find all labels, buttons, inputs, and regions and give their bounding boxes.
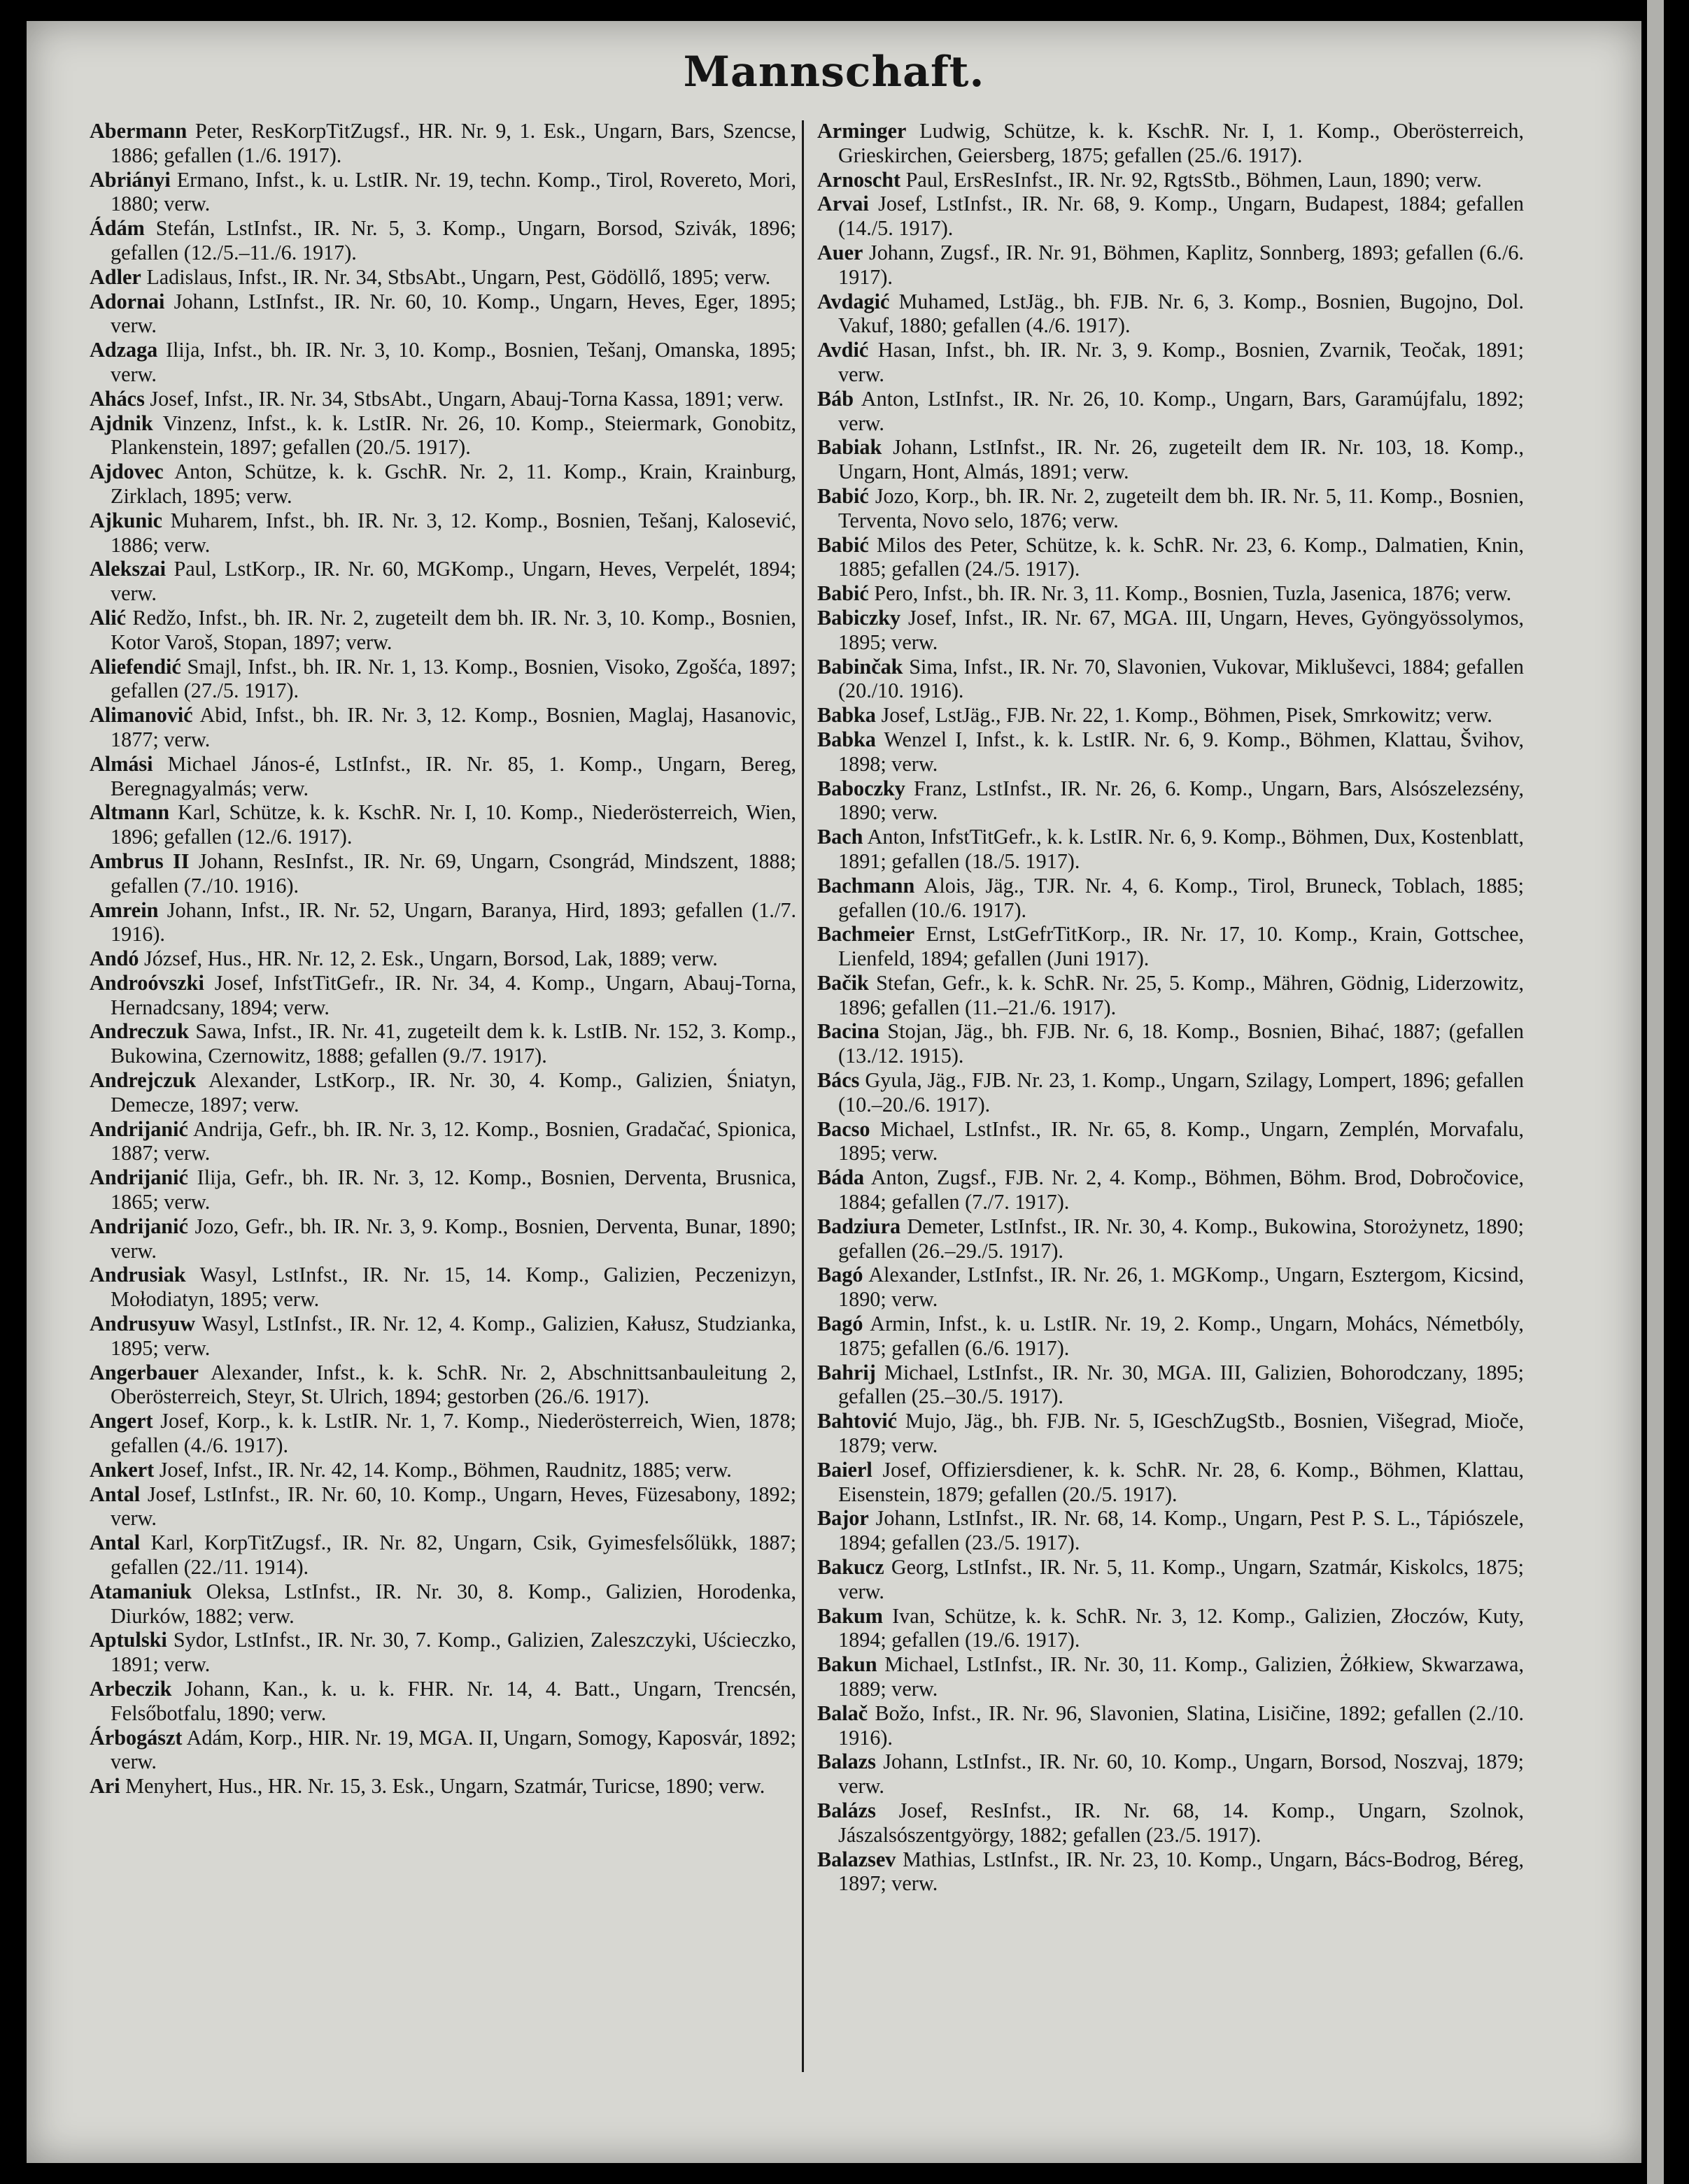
roster-entry: [90, 1677, 796, 1726]
entry-surname: Andrijanić: [90, 1116, 188, 1141]
entry-details: Ermano, Infst., k. u. LstIR. Nr. 19, techn. Komp., Tirol, Rovereto, Mori, 1880; verw.: [111, 167, 797, 216]
roster-entry: [90, 509, 796, 558]
roster-entry: [817, 1604, 1524, 1653]
entry-surname: Bachmeier: [817, 922, 915, 946]
entry-details: Josef, ResInfst., IR. Nr. 68, 14. Komp., Ungarn, Szolnok, Jászalsószentgyörgy, 1882; gefallen (23./5. 1917).: [838, 1798, 1525, 1847]
roster-entry: [817, 192, 1524, 241]
roster-entry: [90, 1312, 796, 1361]
entry-surname: Babić: [817, 483, 869, 508]
entry-surname: Bachmann: [817, 873, 915, 898]
entry-details: Sawa, Infst., IR. Nr. 41, zugeteilt dem k. k. LstIB. Nr. 152, 3. Komp., Bukowina, Czernowitz, 1888; gefallen (9./7. 1917).: [111, 1019, 796, 1068]
roster-entry: [90, 1409, 796, 1458]
entry-details: József, Hus., HR. Nr. 12, 2. Esk., Ungarn, Borsod, Lak, 1889; verw.: [144, 946, 718, 971]
entry-surname: Adornai: [90, 289, 165, 313]
page-edge: [1647, 0, 1664, 2184]
entry-surname: Babka: [817, 727, 876, 751]
roster-entry: [817, 922, 1524, 971]
roster-entry: [90, 849, 796, 898]
entry-surname: Ankert: [90, 1457, 155, 1482]
entry-surname: Bakun: [817, 1652, 877, 1677]
entry-surname: Bagó: [817, 1263, 863, 1287]
roster-entry: [817, 581, 1524, 606]
entry-details: Wenzel I, Infst., k. k. LstIR. Nr. 6, 9. Komp., Böhmen, Klattau, Švihov, 1898; verw.: [838, 727, 1524, 776]
roster-entry: [90, 387, 796, 411]
entry-details: Paul, LstKorp., IR. Nr. 60, MGKomp., Ungarn, Heves, Verpelét, 1894; verw.: [111, 557, 797, 606]
roster-entry: [817, 1165, 1524, 1214]
roster-entry: [90, 1068, 796, 1117]
roster-entry: [90, 338, 796, 387]
entry-surname: Babka: [817, 703, 876, 728]
entry-details: Josef, Offiziersdiener, k. k. SchR. Nr. 28, 6. Komp., Böhmen, Klattau, Eisenstein, 1879; gefallen (20./5. 1917).: [838, 1457, 1524, 1506]
entry-surname: Baierl: [817, 1457, 872, 1482]
entry-surname: Ajdnik: [90, 411, 153, 435]
entry-surname: Andó: [90, 946, 139, 971]
roster-entry: [90, 1482, 796, 1531]
roster-entry: [90, 216, 796, 265]
entry-surname: Árbogászt: [90, 1725, 183, 1750]
entry-details: Georg, LstInfst., IR. Nr. 5, 11. Komp., Ungarn, Szatmár, Kiskolcs, 1875; verw.: [838, 1555, 1524, 1603]
roster-entry: [90, 1580, 796, 1629]
entry-surname: Bacina: [817, 1019, 879, 1044]
entry-details: Ivan, Schütze, k. k. SchR. Nr. 3, 12. Komp., Galizien, Złoczów, Kuty, 1894; gefallen (19./6. 1917).: [838, 1603, 1524, 1652]
roster-entry: [90, 971, 796, 1020]
entry-surname: Balázs: [817, 1798, 876, 1822]
entry-details: Josef, Infst., IR. Nr. 34, StbsAbt., Ungarn, Abauj-Torna Kassa, 1891; verw.: [150, 386, 784, 411]
entry-details: Muhamed, LstJäg., bh. FJB. Nr. 6, 3. Komp., Bosnien, Bugojno, Dol. Vakuf, 1880; gefallen (4./6. 1917).: [838, 289, 1525, 338]
roster-entry: [817, 1506, 1524, 1555]
entry-details: Ilija, Infst., bh. IR. Nr. 3, 10. Komp., Bosnien, Tešanj, Omanska, 1895; verw.: [111, 338, 797, 386]
roster-entry: [90, 898, 796, 947]
entry-surname: Andreczuk: [90, 1019, 190, 1044]
roster-entry: [817, 1263, 1524, 1312]
roster-entry: [90, 1117, 796, 1166]
entry-surname: Antal: [90, 1482, 141, 1506]
entry-surname: Alić: [90, 605, 126, 630]
entry-surname: Babiak: [817, 435, 882, 460]
entry-surname: Bajor: [817, 1506, 869, 1531]
entry-details: Josef, InfstTitGefr., IR. Nr. 34, 4. Komp., Ungarn, Abauj-Torna, Hernadcsany, 1894; verw.: [111, 970, 797, 1019]
entry-surname: Ádám: [90, 216, 145, 241]
entry-details: Alexander, Infst., k. k. SchR. Nr. 2, Abschnittsanbauleitung 2, Oberösterreich, Steyr, St. Ulrich, 1894; gestorben (26./6. 1917).: [111, 1360, 796, 1409]
entry-details: Alexander, LstKorp., IR. Nr. 30, 4. Komp., Galizien, Śniatyn, Demecze, 1897; verw.: [111, 1068, 796, 1116]
entry-surname: Arminger: [817, 119, 907, 143]
roster-entry: [90, 655, 796, 704]
roster-entry: [90, 946, 796, 971]
entry-details: Vinzenz, Infst., k. k. LstIR. Nr. 26, 10. Komp., Steiermark, Gonobitz, Plankenstein, 1897; gefallen (20./5. 1917).: [111, 411, 796, 460]
roster-entry: [817, 1701, 1524, 1750]
entry-details: Redžo, Infst., bh. IR. Nr. 2, zugeteilt dem bh. IR. Nr. 3, 10. Komp., Bosnien, Kotor Varoš, Stopan, 1897; verw.: [111, 605, 797, 654]
entry-surname: Auer: [817, 240, 863, 264]
entry-details: Paul, ErsResInfst., IR. Nr. 92, RgtsStb., Böhmen, Laun, 1890; verw.: [905, 167, 1482, 192]
entry-details: Johann, LstInfst., IR. Nr. 26, zugeteilt dem IR. Nr. 103, 18. Komp., Ungarn, Hont, Almás, 1891; verw.: [838, 435, 1524, 484]
entry-surname: Angerbauer: [90, 1360, 199, 1384]
entry-surname: Bahrij: [817, 1360, 876, 1384]
entry-surname: Bagó: [817, 1312, 863, 1336]
entry-details: Mujo, Jäg., bh. FJB. Nr. 5, IGeschZugStb., Bosnien, Višegrad, Mioče, 1879; verw.: [838, 1409, 1524, 1458]
entry-surname: Balač: [817, 1701, 868, 1725]
roster-entry: [817, 168, 1524, 192]
entry-surname: Ajdovec: [90, 460, 164, 484]
roster-entry: [817, 1848, 1524, 1896]
entry-surname: Bach: [817, 825, 863, 849]
entry-details: Demeter, LstInfst., IR. Nr. 30, 4. Komp., Bukowina, Storożynetz, 1890; gefallen (26.–29./5. 1917).: [838, 1214, 1524, 1263]
roster-entry: [817, 1361, 1524, 1410]
entry-surname: Abermann: [90, 119, 188, 143]
entry-details: Ludwig, Schütze, k. k. KschR. Nr. I, 1. Komp., Oberösterreich, Grieskirchen, Geiersberg, 1875; gefallen (25./6. 1917).: [838, 119, 1524, 167]
entry-surname: Alimanović: [90, 703, 193, 728]
entry-details: Ilija, Gefr., bh. IR. Nr. 3, 12. Komp., Bosnien, Derventa, Brusnica, 1865; verw.: [111, 1165, 796, 1214]
entry-details: Stefán, LstInfst., IR. Nr. 5, 3. Komp., Ungarn, Borsod, Szivák, 1896; gefallen (12./5.–11./6. 1917).: [111, 216, 797, 264]
entry-surname: Bačik: [817, 970, 869, 995]
entry-details: Božo, Infst., IR. Nr. 96, Slavonien, Slatina, Lisičine, 1892; gefallen (2./10. 1916).: [838, 1701, 1524, 1750]
entry-surname: Atamaniuk: [90, 1579, 192, 1603]
entry-details: Josef, LstInfst., IR. Nr. 60, 10. Komp., Ungarn, Heves, Füzesabony, 1892; verw.: [111, 1482, 796, 1531]
entry-surname: Bakum: [817, 1603, 883, 1628]
entry-details: Menyhert, Hus., HR. Nr. 15, 3. Esk., Ungarn, Szatmár, Turicse, 1890; verw.: [125, 1774, 765, 1799]
entry-details: Karl, Schütze, k. k. KschR. Nr. I, 10. Komp., Niederösterreich, Wien, 1896; gefallen (12./6. 1917).: [111, 800, 797, 849]
entry-details: Gyula, Jäg., FJB. Nr. 23, 1. Komp., Ungarn, Szilagy, Lompert, 1896; gefallen (10.–20./6. 1917).: [838, 1068, 1525, 1116]
roster-entry: [90, 1628, 796, 1677]
entry-details: Johann, Infst., IR. Nr. 52, Ungarn, Baranya, Hird, 1893; gefallen (1./7. 1916).: [111, 898, 796, 946]
entry-details: Milos des Peter, Schütze, k. k. SchR. Nr. 23, 6. Komp., Dalmatien, Knin, 1885; gefallen (24./5. 1917).: [838, 532, 1524, 581]
roster-entry: [817, 1750, 1524, 1799]
entry-surname: Babinčak: [817, 654, 903, 679]
entry-details: Wasyl, LstInfst., IR. Nr. 15, 14. Komp., Galizien, Peczenizyn, Mołodiatyn, 1895; verw.: [111, 1263, 796, 1312]
roster-entry: [817, 825, 1524, 874]
roster-entry: [90, 1214, 796, 1263]
roster-entry: [817, 1799, 1524, 1848]
column-divider: [802, 120, 804, 2072]
entry-surname: Angert: [90, 1409, 153, 1433]
entry-surname: Adzaga: [90, 338, 158, 362]
entry-surname: Altmann: [90, 800, 170, 825]
entry-surname: Báda: [817, 1165, 865, 1190]
entry-details: Johann, Kan., k. u. k. FHR. Nr. 14, 4. Batt., Ungarn, Trencsén, Felsőbotfalu, 1890; verw.: [111, 1677, 796, 1725]
roster-entry: [90, 1774, 796, 1799]
entry-details: Karl, KorpTitZugsf., IR. Nr. 82, Ungarn, Csik, Gyimesfelsőlükk, 1887; gefallen (22./11. 1914).: [111, 1531, 796, 1580]
entry-details: Michael János-é, LstInfst., IR. Nr. 85, 1. Komp., Ungarn, Bereg, Beregnagyalmás; verw.: [111, 751, 796, 800]
right-column: [817, 119, 1524, 1896]
entry-details: Mathias, LstInfst., IR. Nr. 23, 10. Komp., Ungarn, Bács-Bodrog, Béreg, 1897; verw.: [838, 1847, 1524, 1896]
roster-entry: [817, 484, 1524, 533]
roster-entry: [90, 290, 796, 339]
entry-details: Alexander, LstInfst., IR. Nr. 26, 1. MGKomp., Ungarn, Esztergom, Kicsind, 1890; verw.: [838, 1263, 1525, 1312]
roster-entry: [90, 606, 796, 655]
roster-entry: [817, 1019, 1524, 1068]
entry-details: Michael, LstInfst., IR. Nr. 30, MGA. III, Galizien, Bohorodczany, 1895; gefallen (25.–30./5. 1917).: [838, 1360, 1525, 1409]
entry-surname: Balazsev: [817, 1847, 896, 1871]
roster-entry: [90, 460, 796, 509]
roster-entry: [90, 800, 796, 849]
entry-surname: Babiczky: [817, 605, 901, 630]
entry-details: Josef, Infst., IR. Nr. 67, MGA. III, Ungarn, Heves, Gyöngyössolymos, 1895; verw.: [838, 605, 1525, 654]
entry-surname: Bahtović: [817, 1409, 898, 1433]
entry-details: Anton, Zugsf., FJB. Nr. 2, 4. Komp., Böhmen, Böhm. Brod, Dobročovice, 1884; gefallen (7./7. 1917).: [838, 1165, 1524, 1214]
roster-entry: [817, 1458, 1524, 1507]
roster-entry: [817, 338, 1524, 387]
entry-surname: Andrejczuk: [90, 1068, 197, 1093]
entry-surname: Avdagić: [817, 289, 890, 313]
entry-surname: Arnoscht: [817, 167, 901, 192]
entry-details: Stefan, Gefr., k. k. SchR. Nr. 25, 5. Komp., Mähren, Gödnig, Liderzowitz, 1896; gefallen (11.–21./6. 1917).: [838, 970, 1525, 1019]
entry-details: Franz, LstInfst., IR. Nr. 26, 6. Komp., Ungarn, Bars, Alsószelezsény, 1890; verw.: [838, 776, 1524, 825]
entry-surname: Babić: [817, 532, 869, 557]
roster-entry: [817, 971, 1524, 1020]
roster-entry: [817, 655, 1524, 704]
entry-surname: Bács: [817, 1068, 860, 1093]
roster-entry: [817, 241, 1524, 290]
roster-entry: [817, 606, 1524, 655]
roster-entry: [817, 290, 1524, 339]
roster-entry: [90, 703, 796, 752]
roster-entry: [817, 1409, 1524, 1458]
entry-details: Adám, Korp., HIR. Nr. 19, MGA. II, Ungarn, Somogy, Kaposvár, 1892; verw.: [111, 1725, 796, 1774]
roster-entry: [90, 168, 796, 217]
roster-entry: [817, 1652, 1524, 1701]
entry-details: Armin, Infst., k. u. LstIR. Nr. 19, 2. Komp., Ungarn, Mohács, Németbóly, 1875; gefallen (6./6. 1917).: [838, 1312, 1524, 1360]
entry-surname: Ari: [90, 1774, 120, 1799]
roster-entry: [90, 1165, 796, 1214]
document-page: [27, 21, 1641, 2163]
entry-surname: Adler: [90, 264, 141, 289]
roster-entry: [817, 1312, 1524, 1361]
entry-details: Michael, LstInfst., IR. Nr. 65, 8. Komp., Ungarn, Zemplén, Morvafalu, 1895; verw.: [838, 1116, 1524, 1165]
entry-details: Sydor, LstInfst., IR. Nr. 30, 7. Komp., Galizien, Zaleszczyki, Uścieczko, 1891; verw.: [111, 1628, 796, 1677]
entry-surname: Abriányi: [90, 167, 171, 192]
page-title: Mannschaft.: [683, 48, 985, 97]
entry-details: Anton, InfstTitGefr., k. k. LstIR. Nr. 6, 9. Komp., Böhmen, Dux, Kostenblatt, 1891; gefallen (18./5. 1917).: [838, 825, 1524, 873]
entry-details: Jozo, Gefr., bh. IR. Nr. 3, 9. Komp., Bosnien, Derventa, Bunar, 1890; verw.: [111, 1214, 796, 1263]
roster-entry: [90, 557, 796, 606]
entry-surname: Ahács: [90, 386, 145, 411]
roster-entry: [90, 1263, 796, 1312]
roster-entry: [817, 1214, 1524, 1263]
entry-surname: Baboczky: [817, 776, 905, 800]
roster-entry: [817, 533, 1524, 582]
roster-entry: [90, 1726, 796, 1775]
entry-surname: Andrusyuw: [90, 1312, 195, 1336]
entry-surname: Andrijanić: [90, 1165, 188, 1190]
entry-details: Jozo, Korp., bh. IR. Nr. 2, zugeteilt dem bh. IR. Nr. 5, 11. Komp., Bosnien, Terventa, Novo selo, 1876; verw.: [838, 483, 1525, 532]
roster-entry: [817, 1555, 1524, 1604]
roster-entry: [817, 874, 1524, 923]
roster-entry: [90, 411, 796, 460]
entry-details: Peter, ResKorpTitZugsf., HR. Nr. 9, 1. Esk., Ungarn, Bars, Szencse, 1886; gefallen (1./6. 1917).: [111, 119, 797, 167]
entry-details: Ladislaus, Infst., IR. Nr. 34, StbsAbt., Ungarn, Pest, Gödöllő, 1895; verw.: [146, 264, 771, 289]
entry-details: Anton, LstInfst., IR. Nr. 26, 10. Komp., Ungarn, Bars, Garamújfalu, 1892; verw.: [838, 386, 1524, 435]
entry-surname: Almási: [90, 751, 153, 776]
entry-details: Wasyl, LstInfst., IR. Nr. 12, 4. Komp., Galizien, Kałusz, Studzianka, 1895; verw.: [111, 1312, 796, 1360]
entry-surname: Báb: [817, 386, 854, 411]
entry-surname: Arbeczik: [90, 1677, 172, 1701]
entry-surname: Andrijanić: [90, 1214, 188, 1238]
entry-details: Johann, LstInfst., IR. Nr. 60, 10. Komp., Ungarn, Heves, Eger, 1895; verw.: [111, 289, 796, 338]
roster-entry: [817, 435, 1524, 484]
entry-surname: Arvai: [817, 192, 869, 216]
roster-entry: [90, 119, 796, 168]
entry-surname: Ajkunic: [90, 508, 163, 532]
entry-details: Johann, ResInfst., IR. Nr. 69, Ungarn, Csongrád, Mindszent, 1888; gefallen (7./10. 1916).: [111, 849, 796, 898]
entry-surname: Badziura: [817, 1214, 901, 1238]
entry-surname: Bacso: [817, 1116, 870, 1141]
left-column: [90, 119, 796, 1799]
entry-details: Johann, LstInfst., IR. Nr. 60, 10. Komp., Ungarn, Borsod, Noszvaj, 1879; verw.: [838, 1750, 1525, 1799]
roster-entry: [817, 119, 1524, 168]
entry-surname: Babić: [817, 581, 869, 606]
entry-surname: Alekszai: [90, 557, 167, 581]
entry-details: Abid, Infst., bh. IR. Nr. 3, 12. Komp., Bosnien, Maglaj, Hasanovic, 1877; verw.: [111, 703, 796, 751]
entry-surname: Avdić: [817, 338, 869, 362]
entry-details: Hasan, Infst., bh. IR. Nr. 3, 9. Komp., Bosnien, Zvarnik, Teočak, 1891; verw.: [838, 338, 1525, 386]
entry-details: Johann, LstInfst., IR. Nr. 68, 14. Komp., Ungarn, Pest P. S. L., Tápiószele, 1894; gefallen (23./5. 1917).: [838, 1506, 1525, 1555]
entry-details: Stojan, Jäg., bh. FJB. Nr. 6, 18. Komp., Bosnien, Bihać, 1887; (gefallen (13./12. 1915).: [838, 1019, 1524, 1068]
roster-entry: [90, 752, 796, 801]
entry-surname: Bakucz: [817, 1555, 884, 1580]
roster-entry: [90, 265, 796, 290]
entry-details: Josef, LstInfst., IR. Nr. 68, 9. Komp., Ungarn, Budapest, 1884; gefallen (14./5. 1917).: [838, 192, 1524, 241]
entry-details: Anton, Schütze, k. k. GschR. Nr. 2, 11. Komp., Krain, Krainburg, Zirklach, 1895; verw.: [111, 460, 796, 508]
entry-details: Ernst, LstGefrTitKorp., IR. Nr. 17, 10. Komp., Krain, Gottschee, Lienfeld, 1894; gefallen (Juni 1917).: [838, 922, 1525, 971]
entry-surname: Andrusiak: [90, 1263, 186, 1287]
entry-details: Oleksa, LstInfst., IR. Nr. 30, 8. Komp., Galizien, Horodenka, Diurków, 1882; verw.: [111, 1579, 797, 1628]
roster-entry: [817, 728, 1524, 777]
entry-details: Josef, LstJäg., FJB. Nr. 22, 1. Komp., Böhmen, Pisek, Smrkowitz; verw.: [881, 703, 1492, 728]
roster-entry: [817, 1068, 1524, 1117]
entry-surname: Antal: [90, 1531, 141, 1555]
entry-details: Josef, Infst., IR. Nr. 42, 14. Komp., Böhmen, Raudnitz, 1885; verw.: [159, 1457, 732, 1482]
entry-details: Andrija, Gefr., bh. IR. Nr. 3, 12. Komp., Bosnien, Gradačać, Spionica, 1887; verw.: [111, 1116, 796, 1165]
entry-surname: Ambrus II: [90, 849, 190, 873]
roster-entry: [90, 1531, 796, 1580]
entry-details: Johann, Zugsf., IR. Nr. 91, Böhmen, Kaplitz, Sonnberg, 1893; gefallen (6./6. 1917).: [838, 240, 1524, 289]
roster-entry: [90, 1019, 796, 1068]
entry-details: Josef, Korp., k. k. LstIR. Nr. 1, 7. Komp., Niederösterreich, Wien, 1878; gefallen (4./6. 1917).: [111, 1409, 796, 1458]
entry-details: Alois, Jäg., TJR. Nr. 4, 6. Komp., Tirol, Bruneck, Toblach, 1885; gefallen (10./6. 1917).: [838, 873, 1524, 922]
roster-entry: [817, 703, 1524, 728]
entry-details: Sima, Infst., IR. Nr. 70, Slavonien, Vukovar, Mikluševci, 1884; gefallen (20./10. 1916).: [838, 654, 1525, 703]
entry-surname: Aptulski: [90, 1628, 167, 1652]
entry-surname: Androóvszki: [90, 970, 204, 995]
entry-surname: Aliefendić: [90, 654, 181, 679]
entry-details: Pero, Infst., bh. IR. Nr. 3, 11. Komp., Bosnien, Tuzla, Jasenica, 1876; verw.: [874, 581, 1512, 606]
entry-surname: Amrein: [90, 898, 159, 922]
entry-details: Muharem, Infst., bh. IR. Nr. 3, 12. Komp., Bosnien, Tešanj, Kalosević, 1886; verw.: [111, 508, 796, 557]
roster-entry: [90, 1458, 796, 1482]
entry-details: Michael, LstInfst., IR. Nr. 30, 11. Komp., Galizien, Żółkiew, Skwarzawa, 1889; verw.: [838, 1652, 1524, 1701]
roster-entry: [90, 1361, 796, 1410]
roster-entry: [817, 777, 1524, 825]
entry-details: Smajl, Infst., bh. IR. Nr. 1, 13. Komp., Bosnien, Visoko, Zgošća, 1897; gefallen (27./5. 1917).: [111, 654, 796, 703]
entry-surname: Balazs: [817, 1750, 876, 1774]
roster-entry: [817, 387, 1524, 436]
roster-entry: [817, 1117, 1524, 1166]
